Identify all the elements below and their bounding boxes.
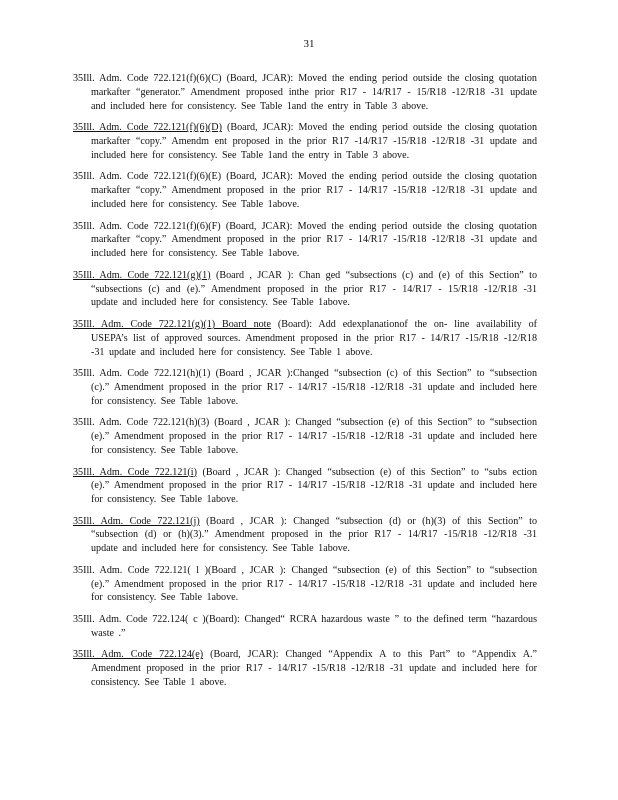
entry-8 xyxy=(73,466,537,507)
entry-citation: 35Ill. Adm. Code 722.121( l ) xyxy=(73,564,208,576)
entry-text: (Board , JCAR ):Changed “subsection (c) of this Section” to “subsection (c).” Amendment proposed in the prior R17 - 14/R17 -15/R18 -12/R18 -31 update and included here for consistency. See Table 1above. xyxy=(91,368,537,407)
entry-text: (Board): Add edexplanationof the on- line availability of USEPA’s list of approved sources. Amendment proposed in the prior R17 - 14/R17 -15/R18 -12/R18 -31 update and included here for consistency. See Table 1 above. xyxy=(91,318,537,358)
entry-citation: 35Ill. Adm. Code 722.124( c ) xyxy=(73,614,206,626)
entry-citation: 35Ill. Adm. Code 722.121(g)(1) Board note xyxy=(73,318,271,330)
entry-citation: 35Ill. Adm. Code 722.121(f)(6)(E) xyxy=(73,171,222,183)
entry-11 xyxy=(73,613,537,641)
entry-citation: 35Ill. Adm. Code 722.121(g)(1) xyxy=(73,269,211,281)
entry-text: (Board, JCAR): Moved the ending period outside the closing quotation markafter “copy.” Amendment proposed in the prior R17 - 14/R17 -15/R18 -12/R18 -31 update and included here for consistency. See Table 1above. xyxy=(91,220,537,260)
entry-10 xyxy=(73,564,537,605)
entry-citation: 35Ill. Adm. Code 722.121(f)(6)(D) xyxy=(73,122,222,134)
entry-2 xyxy=(73,170,537,211)
entry-list xyxy=(73,72,537,698)
entry-citation: 35Ill. Adm. Code 722.121(f)(6)(C) xyxy=(73,73,222,84)
page-number: 31 xyxy=(303,38,315,50)
entry-citation: 35Ill. Adm. Code 722.121(f)(6)(F) xyxy=(73,220,221,232)
entry-9 xyxy=(73,515,537,556)
entry-text: (Board, JCAR): Moved the ending period outside the closing quotation markafter “copy.” Amendm ent proposed in the prior R17 -14/R17 -15/R18 -12/R18 -31 update and included here for consistency. See Table 1and the entry in Table 3 above. xyxy=(91,122,537,161)
entry-text: (Board, JCAR): Changed “Appendix A to this Part” to “Appendix A.” Amendment proposed in the prior R17 - 14/R17 -15/R18 -12/R18 -31 update and included here for consistency. See Table 1 above. xyxy=(91,649,537,689)
entry-4 xyxy=(73,269,537,310)
entry-text: (Board , JCAR ): Changed “subsection (d) or (h)(3) of this Section” to “subsection (d) or (h)(3).” Amendment proposed in the prior R17 - 14/R17 -15/R18 -12/R18 -31 update and included here for consistency. See Table 1above. xyxy=(91,515,538,555)
entry-6 xyxy=(73,367,537,408)
entry-3 xyxy=(73,220,537,261)
entry-citation: 35Ill. Adm. Code 722.121(h)(3) xyxy=(73,417,210,429)
entry-5 xyxy=(73,318,537,359)
entry-citation: 35Ill. Adm. Code 722.121(i) xyxy=(73,466,197,478)
entry-12 xyxy=(73,648,537,689)
entry-0 xyxy=(73,72,537,113)
entry-citation: 35Ill. Adm. Code 722.121(h)(1) xyxy=(73,368,211,380)
entry-text: (Board , JCAR ): Changed “subsection (e) of this Section” to “subs ection (e).” Amendment proposed in the prior R17 - 14/R17 -15/R18 -12/R18 -31 update and included here for consistency. See Table 1above. xyxy=(91,466,538,506)
entry-text: (Board, JCAR): Moved the ending period outside the closing quotation markafter “generator.” Amendment proposed inthe prior R17 - 14/R17 - 15/R18 -12/R18 -31 update and included here for consistency. See Table 1and the entry in Table 3 above. xyxy=(91,73,537,112)
entry-text: (Board , JCAR ): Changed “subsection (e) of this Section” to “subsection (e).” Amendment proposed in the prior R17 - 14/R17 -15/R18 -12/R18 -31 update and included here for consistency. See Table 1above. xyxy=(91,417,537,456)
entry-1 xyxy=(73,121,537,162)
entry-text: (Board , JCAR ): Changed “subsection (e) of this Section” to “subsection (e).” Amendment proposed in the prior R17 - 14/R17 -15/R18 -12/R18 -31 update and included here for consistency. See Table 1above. xyxy=(91,564,538,604)
entry-7 xyxy=(73,416,537,457)
entry-text: (Board): Changed“ RCRA hazardous waste ” to the defined term “hazardous waste .” xyxy=(91,614,537,639)
entry-text: (Board, JCAR): Moved the ending period outside the closing quotation markafter “copy.” Amendment proposed in the prior R17 - 14/R17 -15/R18 -12/R18 -31 update and included here for consistency. See Table 1above. xyxy=(91,171,537,210)
entry-citation: 35Ill. Adm. Code 722.121(j) xyxy=(73,515,200,527)
entry-text: (Board , JCAR ): Chan ged “subsections (c) and (e) of this Section” to “subsections (c) and (e).” Amendment proposed in the prior R17 - 14/R17 - 15/R18 -12/R18 -31 update and included here for consistency. See Table 1above. xyxy=(91,269,537,309)
entry-citation: 35Ill. Adm. Code 722.124(e) xyxy=(73,649,204,661)
